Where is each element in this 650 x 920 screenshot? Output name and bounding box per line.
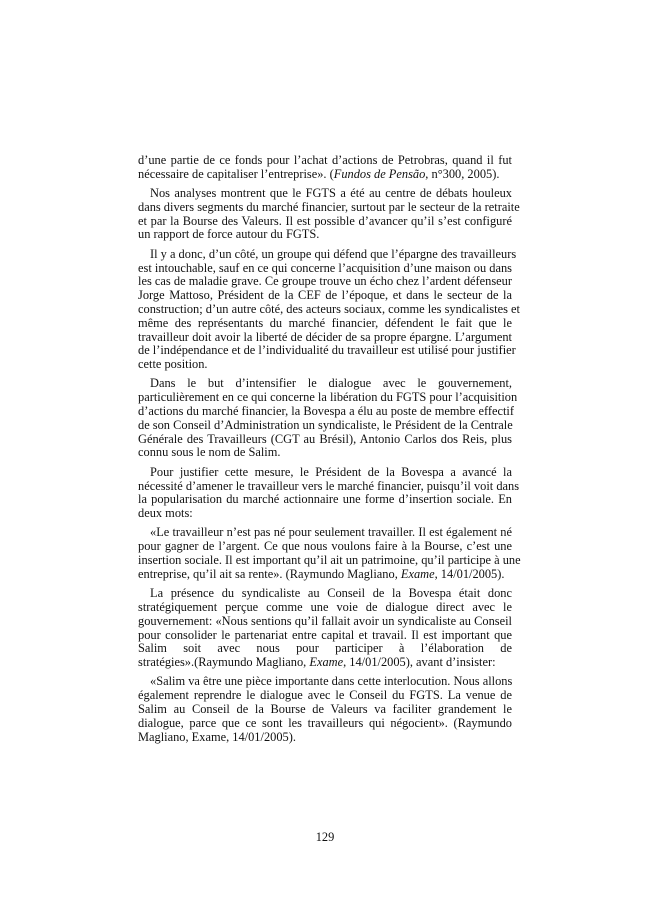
text-segment: Générale des Travailleurs (CGT au Brésil), Antonio Carlos dos Reis, plus	[138, 431, 512, 446]
text-line	[138, 731, 512, 745]
text-segment: deux mots:	[138, 506, 193, 521]
text-segment: un rapport de force autour du FGTS.	[138, 227, 320, 242]
text-segment: cette position.	[138, 357, 208, 372]
text-segment: est intouchable, sauf en ce qui concerne l’acquisition d’une maison ou dans	[138, 260, 512, 275]
text-line	[138, 526, 512, 540]
document-body	[138, 153, 521, 750]
text-segment: de l’indépendance et de l’individualité du travailleur est utilisé pour justifier	[138, 343, 516, 358]
text-segment: Jorge Mattoso, Président de la CEF de l’époque, et dans le secteur de la	[138, 288, 512, 303]
text-segment: également reprendre le dialogue avec le Conseil du FGTS. La venue de	[138, 688, 512, 703]
text-segment: Salim soit avec nous pour participer à l’élaboration de	[138, 641, 512, 656]
text-segment: , 14/01/2005), avant d’insister:	[343, 655, 496, 670]
text-line	[138, 215, 512, 229]
text-line	[138, 703, 512, 717]
text-segment: dans divers segments du marché financier, surtout par le secteur de la retraite	[138, 199, 520, 214]
text-line	[138, 615, 512, 629]
text-segment: Dans le but d’intensifier le dialogue avec le gouvernement,	[150, 376, 512, 391]
text-line	[138, 405, 512, 419]
text-segment: de son Conseil d’Administration un syndicaliste, le Président de la Centrale	[138, 417, 513, 432]
text-line	[138, 675, 512, 689]
text-line	[138, 301, 520, 317]
text-segment: dialogue, parce que ce sont les travailleurs qui négocient». (Raymundo	[138, 715, 512, 730]
text-line	[138, 154, 512, 168]
text-segment: Pour justifier cette mesure, le Président de la Bovespa a avancé la	[150, 464, 512, 479]
text-line	[138, 478, 520, 494]
text-line	[138, 689, 512, 703]
citation-title: Fundos de Pensão	[333, 166, 426, 181]
text-segment: nécessité d’amener le travailleur vers le marché financier, puisqu’il voit dans	[138, 478, 520, 493]
text-segment: «Le travailleur n’est pas né pour seulement travailler. Il est également né	[150, 525, 512, 540]
text-segment: , 14/01/2005).	[434, 566, 505, 581]
text-segment: entreprise, qu’il ait sa rente». (Raymundo Magliano,	[138, 566, 401, 581]
text-line	[138, 331, 512, 345]
text-segment: connu sous le nom de Salim.	[138, 445, 281, 460]
text-segment: travailleur doit avoir la liberté de décider de sa propre épargne. L’argument	[138, 329, 512, 344]
text-line	[138, 466, 512, 480]
text-segment: d’une partie de ce fonds pour l’achat d’actions de Petrobras, quand il fut	[138, 153, 512, 167]
text-line	[138, 199, 520, 215]
text-line	[138, 656, 512, 670]
citation-title: Exame	[400, 566, 435, 581]
text-line	[138, 228, 512, 242]
text-line	[138, 419, 512, 433]
text-line	[138, 275, 512, 289]
paragraph	[138, 376, 518, 460]
paragraph	[138, 154, 512, 182]
text-line	[138, 187, 512, 201]
text-segment: Magliano, Exame, 14/01/2005).	[138, 729, 296, 744]
text-line	[138, 262, 512, 276]
text-line	[138, 168, 512, 182]
text-segment: stratégiquement perçue comme une voie de dialogue direct avec le	[138, 599, 512, 614]
paragraph	[138, 675, 512, 744]
text-line	[138, 587, 512, 601]
text-line	[138, 540, 512, 554]
text-segment: gouvernement: «Nous sentions qu’il fallait avoir un syndicaliste au Conseil	[138, 613, 512, 628]
paragraph	[138, 587, 512, 670]
text-line	[138, 493, 512, 507]
paragraph	[138, 464, 520, 521]
text-segment: nécessaire de capitaliser l’entreprise». (	[138, 166, 334, 181]
text-line	[138, 629, 512, 643]
text-line	[138, 601, 512, 615]
text-segment: Il y a donc, d’un côté, un groupe qui défend que l’épargne des travailleurs	[150, 246, 517, 261]
text-line	[138, 446, 512, 460]
text-segment: la popularisation du marché actionnaire une forme d’insertion sociale. En	[138, 492, 512, 507]
text-segment: d’actions du marché financier, la Bovespa a élu au poste de membre effectif	[138, 404, 514, 419]
text-segment: Salim au Conseil de la Bourse de Valeurs va faciliter grandement le	[138, 701, 512, 716]
text-line	[138, 553, 521, 568]
text-line	[138, 568, 512, 582]
text-segment: particulièrement en ce qui concerne la libération du FGTS pour l’acquisition	[138, 390, 518, 405]
citation-title: Exame	[309, 655, 344, 670]
text-segment: stratégies».(Raymundo Magliano,	[138, 655, 310, 670]
text-line	[138, 507, 512, 521]
text-line	[138, 377, 512, 391]
paragraph	[138, 525, 521, 581]
paragraph	[138, 246, 520, 372]
text-segment: , n°300, 2005).	[425, 166, 500, 181]
text-line	[138, 246, 517, 262]
text-segment: «Salim va être une pièce importante dans cette interlocution. Nous allons	[150, 674, 513, 689]
text-segment: La présence du syndicaliste au Conseil de la Bovespa était donc	[150, 586, 512, 601]
page-number: 129	[315, 830, 335, 844]
text-line	[138, 390, 518, 405]
paragraph	[138, 186, 520, 242]
text-segment: même des représentants du marché financier, défendent le fait que le	[138, 315, 512, 330]
text-line	[138, 289, 512, 303]
text-line	[138, 433, 512, 447]
text-line	[138, 717, 512, 731]
text-segment: pour gagner de l’argent. Ce que nous voulons faire à la Bourse, c’est une	[138, 539, 512, 554]
text-segment: les cas de maladie grave. Ce groupe trouve un écho chez l’ardent défenseur	[138, 274, 512, 289]
text-segment: pour consolider le partenariat entre capital et travail. Il est important que	[138, 627, 512, 642]
text-segment: insertion sociale. Il est important qu’il ait un patrimoine, qu’il participe à une	[138, 553, 521, 568]
text-segment: Nos analyses montrent que le FGTS a été au centre de débats houleux	[150, 186, 512, 201]
text-segment: et par la Bourse des Valeurs. Il est possible d’avancer qu’il s’est configuré	[138, 213, 512, 228]
text-line	[138, 317, 512, 331]
text-segment: construction; d’un autre côté, des acteurs sociaux, comme les syndicalistes et	[138, 301, 520, 316]
text-line	[138, 642, 512, 656]
text-line	[138, 358, 512, 372]
text-line	[138, 343, 516, 358]
